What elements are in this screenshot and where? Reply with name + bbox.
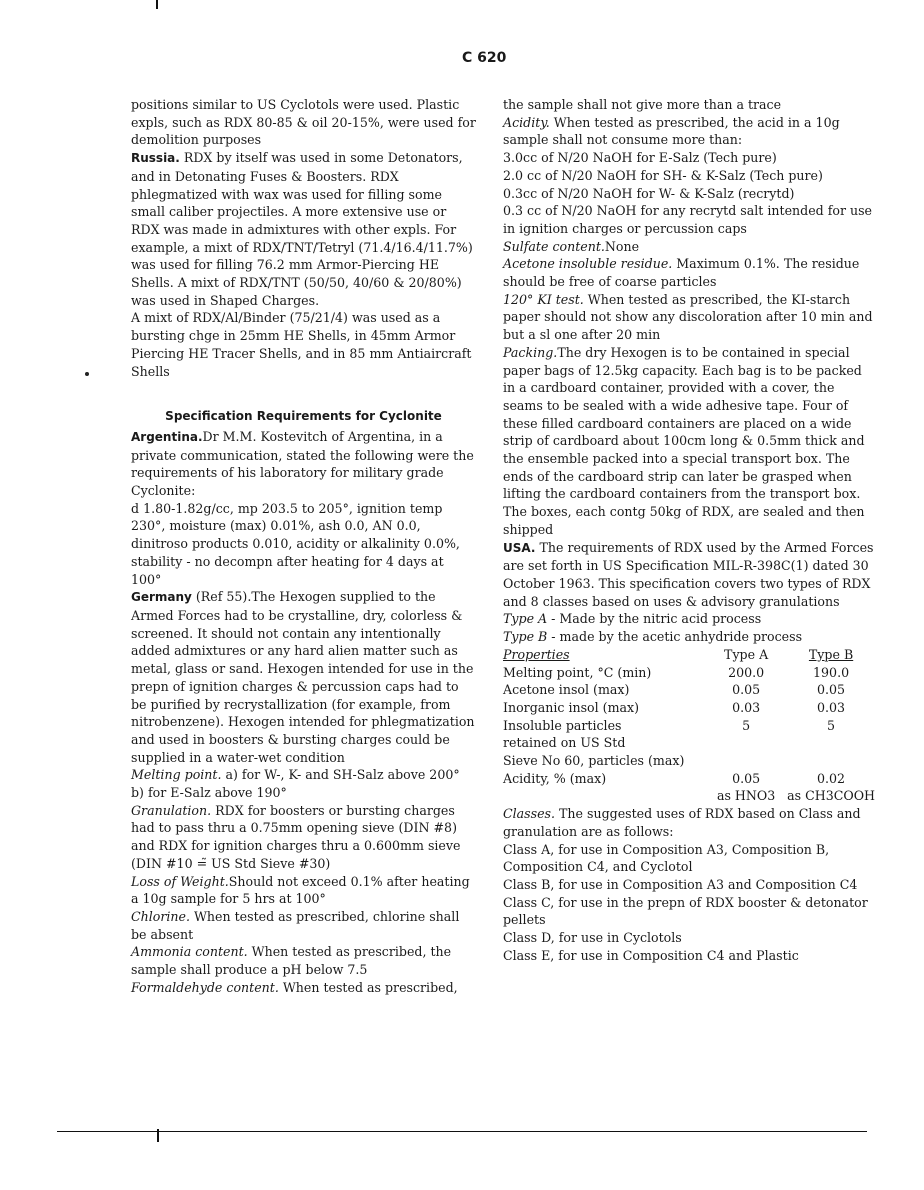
run-in-label: Acetone insoluble residue. <box>503 256 673 272</box>
table-cell <box>503 787 705 805</box>
table-cell: as HNO3 <box>716 788 776 804</box>
run-in-label: 120° KI test. <box>503 291 584 307</box>
paragraph <box>503 114 875 149</box>
paragraph: the sample shall not give more than a trace <box>503 97 782 112</box>
table-cell: 0.05 <box>732 682 761 698</box>
section-head: Germany <box>131 590 192 605</box>
table-cell <box>705 734 787 752</box>
table-cell: Acetone insol (max) <box>503 682 630 698</box>
paragraph-text: - made by the acetic anhydride process <box>547 629 803 645</box>
paragraph <box>503 805 875 840</box>
paragraph-text: a) for W-, K- and SH-Salz above 200° b) for E-Salz above 190° <box>131 767 460 801</box>
table-cell: Insoluble particles <box>503 717 622 733</box>
run-in-label: Classes. <box>503 806 556 822</box>
paragraph-text: When tested as prescribed, <box>278 979 458 995</box>
table-cell: 0.02 <box>817 770 846 786</box>
table-cell: retained on US Std <box>503 735 626 751</box>
run-in-label: Type B <box>503 629 548 645</box>
table-row <box>503 681 875 699</box>
paragraph <box>131 943 476 978</box>
table-header-row <box>503 646 875 664</box>
paragraph-text: The requirements of RDX used by the Armed Forces are set forth in US Specification MIL-R-398C(1) dated 30 October 1963. This specification covers two types of RDX and 8 classes based on uses & advisory granulations <box>503 539 874 609</box>
paragraph <box>131 802 476 873</box>
table-row <box>503 699 875 717</box>
table-row <box>503 752 875 770</box>
run-in-label: Acidity. <box>503 114 550 130</box>
paragraph-text: Should not exceed 0.1% after heating a 10g sample for 5 hrs at 100° <box>131 873 470 907</box>
paragraph <box>503 344 875 539</box>
properties-table <box>503 646 875 805</box>
run-in-label: Melting point. <box>131 767 222 783</box>
table-cell: 0.05 <box>732 770 761 786</box>
list-item: Class E, for use in Composition C4 and Plastic <box>503 947 799 963</box>
list-item: 2.0 cc of N/20 NaOH for SH- & K-Salz (Tech pure) <box>503 167 823 183</box>
paragraph-text: The dry Hexogen is to be contained in special paper bags of 12.5kg capacity. Each bag is to be packed in a cardboard container, provided with a cover, the seams to be sealed with a wide adhesive tape. Four of these filled cardboard containers are placed on a wide strip of cardboard about 100cm long & 0.5mm thick and the ensemble packed into a special transport box. The ends of the cardboard strip can later be grasped when lifting the cardboard containers from the transport box. The boxes, each contg 50kg of RDX, are sealed and then shipped <box>503 344 865 537</box>
list-item: Class D, for use in Cyclotols <box>503 930 682 946</box>
paragraph-russia <box>131 149 476 309</box>
paragraph-text: RDX by itself was used in some Detonators, and in Detonating Fuses & Boosters. RDX phlegmatized with wax was used for filling some small caliber projectiles. A more extensive use or RDX was made in admixtures with other expls. For example, a mixt of RDX/TNT/Tetryl (71.4/16.4/11.7%) was used for filling 76.2 mm Armor-Piercing HE Shells. A mixt of RDX/TNT (50/50, 40/60 & 20/80%) was used in Shaped Charges. <box>131 150 473 308</box>
table-cell: Acidity, % (max) <box>503 770 607 786</box>
run-in-label: Ammonia content. <box>131 944 248 960</box>
paragraph-usa <box>503 539 875 611</box>
paragraph-text: (Ref 55).The Hexogen supplied to the Armed Forces had to be crystalline, dry, colorless & screened. It should not contain any intentionally added admixtures or any hard alien matter such as metal, glass or sand. Hexogen intended for use in the prepn of ignition charges & percussion caps had to be purified by recrystallization (for example, from nitrobenzene). Hexogen intended for phlegmatization and used in boosters & bursting charges could be supplied in a water-wet condition <box>131 589 475 765</box>
run-in-label: Packing. <box>503 344 558 360</box>
left-column <box>131 96 476 996</box>
paragraph: positions similar to US Cyclotols were used. Plastic expls, such as RDX 80-85 & oil 20-15%, were used for demolition purposes <box>131 97 476 148</box>
table-cell: 0.05 <box>817 682 846 698</box>
paragraph-text: The suggested uses of RDX based on Class and granulation are as follows: <box>503 806 861 839</box>
paragraph-text: RDX for boosters or bursting charges had to pass thru a 0.75mm opening sieve (DIN #8) and RDX for ignition charges thru a 0.600mm sieve (DIN #10 =̃ US Std Sieve #30) <box>131 802 461 871</box>
paragraph <box>503 628 875 646</box>
paragraph-germany <box>131 588 476 766</box>
paragraph-text: None <box>604 238 640 254</box>
paragraph <box>503 238 875 256</box>
section-head: USA. <box>503 540 536 555</box>
paragraph <box>503 291 875 344</box>
table-row <box>503 664 875 682</box>
table-row <box>503 734 875 752</box>
paragraph-text: Maximum 0.1%. The residue should be free of coarse particles <box>503 256 860 290</box>
list-item: 0.3cc of N/20 NaOH for W- & K-Salz (recrytd) <box>503 185 795 201</box>
section-head: Russia. <box>131 151 180 166</box>
table-cell: 190.0 <box>813 664 850 680</box>
run-in-label: Sulfate content. <box>503 238 605 254</box>
list-item: 3.0cc of N/20 NaOH for E-Salz (Tech pure) <box>503 150 777 166</box>
run-in-label: Granulation. <box>131 802 212 818</box>
table-cell: 200.0 <box>728 664 765 680</box>
table-cell: Melting point, °C (min) <box>503 664 652 680</box>
table-cell <box>705 752 787 770</box>
paragraph <box>131 873 476 908</box>
paragraph <box>131 766 476 801</box>
paragraph-text: When tested as prescribed, the KI-starch paper should not show any discoloration after 10 min and but a sl one after 20 min <box>503 291 873 343</box>
table-row <box>503 770 875 788</box>
bottom-margin-mark <box>157 1129 159 1142</box>
paragraph <box>503 255 875 290</box>
top-margin-mark <box>156 0 158 9</box>
paragraph-text: When tested as prescribed, the acid in a 10g sample shall not consume more than: <box>503 114 840 148</box>
table-cell: Sieve No 60, particles (max) <box>503 753 685 769</box>
table-row <box>503 787 875 805</box>
table-cell: 5 <box>827 717 836 733</box>
table-cell <box>787 734 875 752</box>
paragraph <box>503 610 875 628</box>
table-cell <box>787 752 875 770</box>
table-cell: 5 <box>742 717 751 733</box>
page-label: C 620 <box>462 50 507 66</box>
section-head: Argentina. <box>131 429 203 444</box>
list-item: 0.3 cc of N/20 NaOH for any recrytd salt intended for use in ignition charges or percussion caps <box>503 203 873 236</box>
run-in-label: Loss of Weight. <box>131 873 229 889</box>
table-cell: 0.03 <box>817 699 846 715</box>
table-cell: as CH3COOH <box>787 788 875 804</box>
run-in-label: Formaldehyde content. <box>131 979 279 995</box>
paragraph-text: When tested as prescribed, chlorine shall be absent <box>131 908 460 942</box>
table-header-cell: Properties <box>503 646 570 662</box>
list-item: Class A, for use in Composition A3, Composition B, Composition C4, and Cyclotol <box>503 841 830 875</box>
run-in-label: Type A <box>503 611 548 627</box>
paragraph <box>131 979 476 997</box>
bottom-rule <box>57 1131 867 1132</box>
paragraph-argentina <box>131 428 476 500</box>
table-cell: Inorganic insol (max) <box>503 699 640 715</box>
list-item: Class C, for use in the prepn of RDX booster & detonator pellets <box>503 894 868 928</box>
table-cell: 0.03 <box>732 699 761 715</box>
right-column <box>503 96 875 964</box>
table-header-cell: Type B <box>808 646 854 662</box>
list-item: Class B, for use in Composition A3 and Composition C4 <box>503 876 858 892</box>
table-header-cell: Type A <box>724 646 769 662</box>
margin-dot <box>85 372 89 376</box>
run-in-label: Chlorine. <box>131 908 190 924</box>
table-row <box>503 717 875 735</box>
paragraph-text: When tested as prescribed, the sample shall produce a pH below 7.5 <box>131 944 452 978</box>
paragraph: d 1.80-1.82g/cc, mp 203.5 to 205°, ignition temp 230°, moisture (max) 0.01%, ash 0.0, AN 0.0, dinitroso products 0.010, acidity or alkalinity 0.0%, stability - no decompn after heating for 4 days at 100° <box>131 500 460 587</box>
paragraph: A mixt of RDX/Al/Binder (75/21/4) was used as a bursting chge in 25mm HE Shells, in 45mm Armor Piercing HE Tracer Shells, and in 85 mm Antiaircraft Shells <box>131 310 472 379</box>
paragraph <box>131 908 476 943</box>
paragraph-text: - Made by the nitric acid process <box>547 611 762 627</box>
spec-heading: Specification Requirements for Cyclonite <box>165 409 442 424</box>
paragraph-text: Dr M.M. Kostevitch of Argentina, in a private communication, stated the following were the requirements of his laboratory for military grade Cyclonite: <box>131 428 474 499</box>
